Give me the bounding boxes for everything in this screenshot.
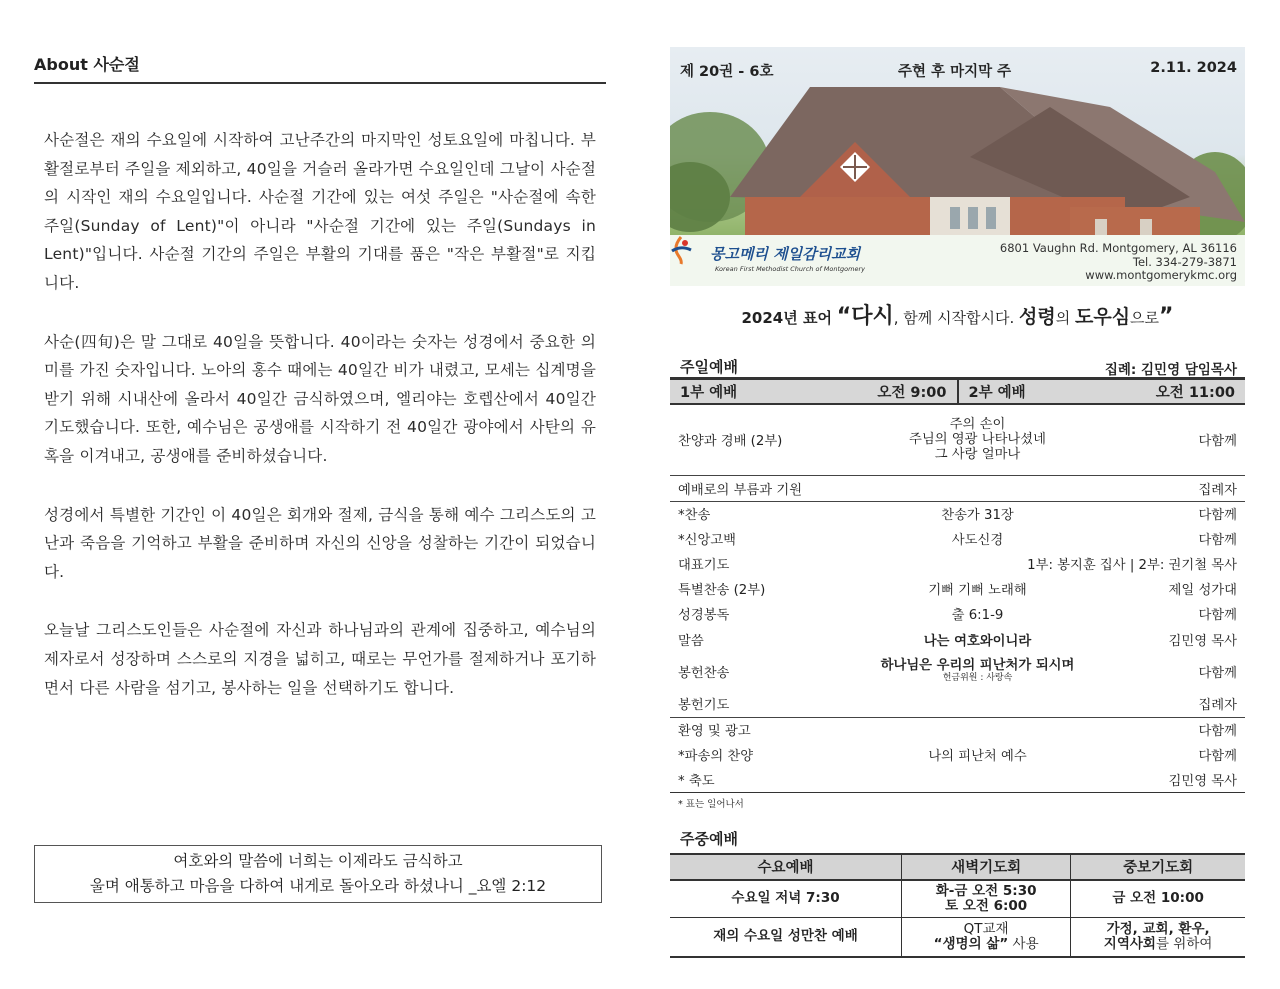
liturgical-week: 주현 후 마지막 주 — [898, 64, 1012, 80]
order-by: 다함께 — [1198, 749, 1237, 764]
order-content — [860, 717, 1095, 742]
worship-leader: 집례: 김민영 담임목사 — [1104, 362, 1237, 378]
order-content: 출 6:1-9 — [951, 608, 1004, 623]
wednesday-time: 수요일 저녁 7:30 — [670, 880, 902, 918]
order-by: 제일 성가대 — [1168, 583, 1237, 598]
order-item: 봉헌기도 — [670, 690, 860, 717]
bulletin-date: 2.11. 2024 — [1150, 60, 1237, 76]
intercession-suffix: 를 위하여 — [1155, 935, 1213, 952]
cover-footer — [670, 235, 1245, 286]
second-service-time: 오전 11:00 — [1155, 385, 1235, 401]
motto-prefix: 2024년 표어 — [741, 309, 832, 327]
order-row — [670, 742, 1245, 767]
verse-line: 울며 애통하고 마음을 다하여 내게로 돌아오라 하셨나니 _요엘 2:12 — [89, 877, 547, 895]
church-website: www.montgomerykmc.org — [1085, 268, 1237, 282]
order-item: 찬양과 경배 (2부) — [670, 405, 860, 475]
order-row — [670, 526, 1245, 551]
order-row — [670, 576, 1245, 601]
sunday-worship-header — [670, 356, 1245, 378]
praise-song: 주님의 영광 나타나셨네 — [909, 432, 1046, 448]
weekday-worship-table — [670, 853, 1245, 958]
motto-text: 의 — [1055, 309, 1075, 327]
sunday-worship-title: 주일예배 — [680, 358, 738, 376]
about-paragraph: 성경에서 특별한 기간인 이 40일은 회개와 절제, 금식을 통해 예수 그리스도의 고난과 죽음을 기억하고 부활을 준비하며 자신의 신앙을 성찰하는 기간이 되었습니다. — [44, 505, 597, 581]
weekday-column-header: 수요예배 — [670, 854, 902, 880]
weekday-column-header: 새벽기도회 — [902, 854, 1071, 880]
first-service-label: 1부 예배 — [680, 385, 738, 401]
order-of-worship — [670, 405, 1245, 793]
scripture-verse-box — [34, 845, 602, 903]
order-by: 다함께 — [1198, 533, 1237, 548]
church-phone: Tel. 334-279-3871 — [1132, 254, 1237, 269]
dawn-prayer-times — [902, 880, 1071, 918]
dawn-time: 화-금 오전 5:30 — [935, 882, 1037, 899]
cover-image — [670, 47, 1245, 286]
intercession-community: 지역사회 — [1103, 935, 1156, 952]
church-logo-icon — [670, 235, 692, 265]
order-item: 특별찬송 (2부) — [678, 583, 766, 598]
sermon-title: 나는 여호와이니라 — [923, 634, 1032, 649]
order-row — [670, 626, 1245, 653]
order-row — [670, 690, 1245, 717]
first-service — [670, 380, 957, 403]
order-content — [860, 767, 1095, 792]
order-item: 봉헌찬송 — [678, 666, 730, 681]
order-row — [670, 601, 1245, 626]
order-content — [860, 475, 1095, 501]
order-row — [670, 767, 1245, 792]
about-lent-page — [34, 52, 606, 952]
order-item: * 축도 — [670, 767, 860, 792]
offering-committee: 헌금위원 : 사랑속 — [942, 672, 1013, 683]
order-item: 환영 및 광고 — [678, 724, 751, 740]
weekday-header-row — [670, 854, 1245, 880]
order-row — [670, 501, 1245, 526]
qt-book-title: “생명의 삶” — [933, 935, 1009, 952]
motto-word: 도우심 — [1074, 306, 1131, 328]
weekday-row — [670, 918, 1245, 957]
intercession-topics — [1071, 918, 1245, 957]
order-row — [670, 653, 1245, 690]
ash-wednesday-service: 재의 수요일 성만찬 예배 — [670, 918, 902, 957]
order-content — [860, 653, 1095, 690]
about-title: About 사순절 — [34, 52, 606, 84]
church-contact — [1000, 242, 1237, 283]
first-service-time: 오전 9:00 — [877, 385, 947, 401]
bulletin-front-page — [670, 47, 1245, 958]
about-paragraph: 오늘날 그리스도인들은 사순절에 자신과 하나님과의 관계에 집중하고, 예수님의 제자로서 성장하며 스스로의 지경을 넓히고, 때로는 무언가를 절제하거나 포기하면서 다른 사람을 섬기고, 봉사하는 일을 선택하기도 합니다. — [44, 621, 596, 697]
order-by: 다함께 — [1198, 608, 1237, 623]
about-body — [34, 126, 606, 702]
offering-hymn: 하나님은 우리의 피난처가 되시며 — [880, 657, 1075, 673]
order-by: 다함께 — [1198, 508, 1237, 524]
order-content: 사도신경 — [951, 533, 1004, 548]
weekday-column-header: 중보기도회 — [1071, 854, 1245, 880]
qt-label: QT교재 — [963, 920, 1009, 937]
volume-number: 제 20권 - 6호 — [680, 64, 774, 80]
order-row — [670, 551, 1245, 576]
year-motto — [670, 299, 1245, 330]
order-row — [670, 475, 1245, 501]
praise-song: 그 사랑 얼마나 — [934, 447, 1021, 463]
motto-word: 성령 — [1019, 306, 1056, 328]
order-row — [670, 405, 1245, 475]
order-content: 찬송가 31장 — [941, 508, 1014, 524]
dawn-prayer-material — [902, 918, 1071, 957]
order-item: 예배로의 부름과 기원 — [670, 475, 860, 501]
qt-book — [902, 937, 1070, 952]
praise-song: 주의 손이 — [949, 417, 1006, 433]
second-service — [957, 380, 1246, 403]
order-by: 집례자 — [1095, 690, 1245, 717]
order-row — [670, 717, 1245, 742]
intercession-time: 금 오전 10:00 — [1071, 880, 1245, 918]
weekday-row — [670, 880, 1245, 918]
order-item: *찬송 — [678, 508, 711, 524]
church-name-korean: 몽고메리 제일감리교회 — [710, 245, 861, 263]
intercession-topic-line — [1071, 937, 1245, 952]
order-by: 다함께 — [1198, 666, 1237, 681]
standing-note: * 표는 일어나서 — [678, 798, 744, 810]
verse-line: 여호와의 말씀에 너희는 이제라도 금식하고 — [173, 852, 463, 870]
about-paragraph: 사순절은 재의 수요일에 시작하여 고난주간의 마지막인 성토요일에 마칩니다. 부활절로부터 주일을 제외하고, 40일을 거슬러 올라가면 수요일인데 그날이 사순절의 시작인 재의 수요일입니다. 사순절 기간에 있는 여섯 주일은 "사순절에 속한 주일(Sunday of Lent)"이 아니라 "사순절 기간에 있는 주일(Sundays in Lent)"입니다. 사순절 기간의 주일은 부활의 기대를 품은 "작은 부활절"로 지킵니다. — [44, 131, 596, 292]
order-by: 다함께 — [1095, 405, 1245, 475]
order-item: 말씀 — [678, 634, 704, 649]
order-content — [860, 405, 1095, 475]
motto-word: 다시 — [851, 304, 894, 329]
order-content: 나의 피난처 예수 — [928, 749, 1027, 764]
church-name-english: Korean First Methodist Church of Montgomery — [715, 265, 865, 273]
order-item: 성경봉독 — [678, 608, 730, 623]
order-item: 대표기도 — [678, 558, 730, 573]
motto-quote-open: “ — [836, 304, 852, 329]
service-times-bar — [670, 378, 1245, 405]
motto-quote-close: ” — [1159, 304, 1174, 329]
church-address: 6801 Vaughn Rd. Montgomery, AL 36116 — [999, 241, 1237, 255]
weekday-worship-title: 주중예배 — [680, 829, 738, 848]
dawn-time: 토 오전 6:00 — [945, 897, 1028, 914]
motto-text: , 함께 시작합시다. — [893, 309, 1019, 327]
order-by: 집례자 — [1095, 475, 1245, 501]
order-item: *신앙고백 — [678, 533, 737, 548]
intercession-topic-line: 가정, 교회, 환우, — [1106, 920, 1210, 937]
motto-text: 으로 — [1130, 309, 1160, 327]
order-content: 기뻐 기뻐 노래해 — [928, 583, 1027, 598]
order-by: 김민영 목사 — [1168, 634, 1237, 649]
order-by: 다함께 — [1198, 724, 1237, 740]
order-by: 1부: 봉지훈 집사 | 2부: 권기철 목사 — [1027, 558, 1237, 573]
order-by: 김민영 목사 — [1095, 767, 1245, 792]
order-item: *파송의 찬양 — [678, 749, 754, 764]
qt-book-suffix: 사용 — [1008, 935, 1039, 952]
second-service-label: 2부 예배 — [968, 385, 1026, 401]
order-content — [860, 690, 1095, 717]
about-paragraph: 사순(四旬)은 말 그대로 40일을 뜻합니다. 40이라는 숫자는 성경에서 중요한 의미를 가진 숫자입니다. 노아의 홍수 때에는 40일간 비가 내렸고, 모세는 십계명을 받기 위해 시내산에 올라서 40일간 금식하였으며, 엘리야는 호렙산에서 40일간 기도했습니다. 또한, 예수님은 공생애를 시작하기 전 40일간 광야에서 사탄의 유혹을 이겨내고, 공생애를 준비하셨습니다. — [44, 332, 597, 465]
